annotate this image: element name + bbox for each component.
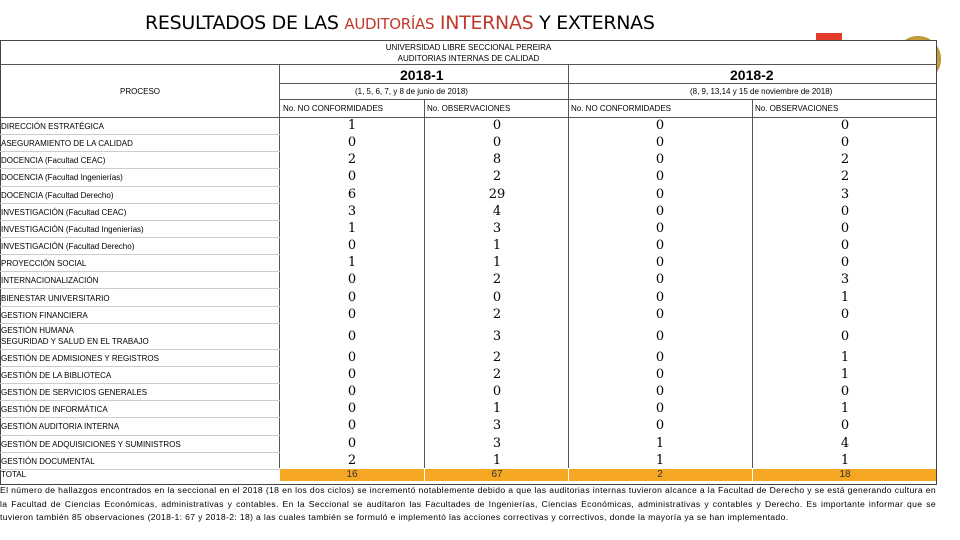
process-name xyxy=(1,139,133,148)
cell-value: 0 xyxy=(655,152,665,168)
process-name xyxy=(1,422,119,431)
period-2018-2-dates: (8, 9, 13,14 y 15 de noviembre de 2018) xyxy=(690,87,833,96)
table-row xyxy=(0,401,937,418)
cell-value: 0 xyxy=(347,135,357,151)
cell-value: 0 xyxy=(347,328,357,344)
process-name-line: ASEGURAMIENTO DE LA CALIDAD xyxy=(1,139,133,149)
process-name-line: GESTIÓN DOCUMENTAL xyxy=(1,456,95,466)
process-name-line: GESTIÓN DE INFORMÁTICA xyxy=(1,405,108,415)
cell-value: 0 xyxy=(840,306,850,322)
process-name-line: INVESTIGACIÓN (Facultad CEAC) xyxy=(1,207,127,217)
process-name-line: DIRECCIÓN ESTRATÉGICA xyxy=(1,122,104,131)
cell-value: 4 xyxy=(840,435,850,451)
cell-value: 1 xyxy=(655,435,665,451)
cell-value: 0 xyxy=(655,306,665,322)
table-row xyxy=(0,238,937,255)
cell-value: 1 xyxy=(492,238,502,254)
cell-value: 2 xyxy=(347,152,357,168)
cell-value: 0 xyxy=(655,135,665,151)
cell-value: 3 xyxy=(492,435,502,451)
col-nc-2018-1: No. NO CONFORMIDADES xyxy=(283,104,384,113)
cell-value: 0 xyxy=(840,238,850,254)
divider xyxy=(0,64,937,65)
proceso-header: PROCESO xyxy=(120,87,161,96)
cell-value: 2 xyxy=(492,366,502,382)
cell-value: 1 xyxy=(655,452,665,468)
title-red-small: AUDITORÍAS xyxy=(344,15,435,33)
table-row xyxy=(0,221,937,238)
cell-value: 0 xyxy=(655,328,665,344)
col-nc-2018-2: No. NO CONFORMIDADES xyxy=(571,104,672,113)
cell-value: 0 xyxy=(347,289,357,305)
cell-value: 1 xyxy=(840,289,850,305)
process-name xyxy=(1,371,111,380)
cell-value: 0 xyxy=(347,401,357,417)
cell-value: 4 xyxy=(492,203,502,219)
cell-value: 0 xyxy=(840,203,850,219)
process-name xyxy=(1,325,149,347)
process-name xyxy=(1,259,86,268)
cell-value: 0 xyxy=(347,306,357,322)
table-row xyxy=(0,290,937,307)
cell-value: 1 xyxy=(347,118,357,133)
total-value: 2 xyxy=(657,469,663,480)
process-name xyxy=(1,276,98,285)
cell-value: 8 xyxy=(492,152,502,168)
cell-value: 0 xyxy=(655,118,665,133)
cell-value: 3 xyxy=(492,418,502,434)
table-row xyxy=(0,118,937,135)
process-name xyxy=(1,208,126,217)
process-name xyxy=(1,440,181,449)
cell-value: 0 xyxy=(655,203,665,219)
cell-value: 1 xyxy=(492,255,502,271)
table-row xyxy=(0,169,937,186)
process-name-line: SEGURIDAD Y SALUD EN EL TRABAJO xyxy=(1,336,149,346)
table-row xyxy=(0,255,937,272)
cell-value: 1 xyxy=(492,452,502,468)
table-row xyxy=(0,152,937,169)
process-name xyxy=(1,242,134,251)
cell-value: 3 xyxy=(492,328,502,344)
table-row xyxy=(0,204,937,221)
footer-note: El número de hallazgos encontrados en la seccional en el 2018 (18 en los dos ciclos) se incrementó notablemente debido a que las auditorias internas tuvieron alcance a la Facultad de Derecho y se está generando cultura en la Facultad de Ciencias Económicas, administrativas y contables. En la Seccional se auditaron las Facultades de Ingenierías, Ciencias Económicas, administrativas y contables y Derecho. Es importante informar que se tuvieron también 85 observaciones (2018-1: 67 y 2018-2: 18) a las cuales también se formuló e implementó las acciones correctivas y correctivos, donde la mayoría ya se han implementado. xyxy=(0,485,936,523)
cell-value: 1 xyxy=(492,401,502,417)
table-row xyxy=(0,187,937,204)
cell-value: 0 xyxy=(347,418,357,434)
table-row xyxy=(0,350,937,367)
table-row xyxy=(0,272,937,289)
cell-value: 0 xyxy=(840,384,850,400)
cell-value: 0 xyxy=(840,220,850,236)
title-suffix: Y EXTERNAS xyxy=(533,12,655,34)
cell-value: 1 xyxy=(840,401,850,417)
table-row xyxy=(0,324,937,350)
cell-value: 2 xyxy=(840,169,850,185)
cell-value: 6 xyxy=(347,186,357,202)
process-name xyxy=(1,388,147,397)
process-name-line: INTERNACIONALIZACIÓN xyxy=(1,276,99,286)
cell-value: 0 xyxy=(655,349,665,365)
cell-value: 0 xyxy=(655,401,665,417)
process-name xyxy=(1,173,123,182)
cell-value: 1 xyxy=(840,452,850,468)
cell-value: 2 xyxy=(840,152,850,168)
cell-value: 2 xyxy=(492,169,502,185)
cell-value: 0 xyxy=(347,169,357,185)
divider xyxy=(279,99,937,100)
cell-value: 2 xyxy=(492,349,502,365)
cell-value: 29 xyxy=(488,186,506,202)
cell-value: 0 xyxy=(840,135,850,151)
title-prefix: RESULTADOS DE LAS xyxy=(145,12,345,34)
org-name: UNIVERSIDAD LIBRE SECCIONAL PEREIRA xyxy=(385,43,552,52)
table-row xyxy=(0,367,937,384)
table-row xyxy=(0,453,937,470)
cell-value: 0 xyxy=(655,238,665,254)
period-2018-1: 2018-1 xyxy=(400,67,444,83)
process-name-line: GESTIÓN DE ADQUISICIONES Y SUMINISTROS xyxy=(1,439,181,449)
process-name xyxy=(1,122,104,131)
table-row xyxy=(0,307,937,324)
process-name-line: DOCENCIA (Facultad Derecho) xyxy=(1,190,114,200)
cell-value: 0 xyxy=(347,349,357,365)
process-name-line: GESTIÓN AUDITORIA INTERNA xyxy=(1,422,120,432)
cell-value: 3 xyxy=(840,186,850,202)
total-value: 16 xyxy=(346,469,358,480)
cell-value: 0 xyxy=(655,384,665,400)
period-2018-2: 2018-2 xyxy=(730,67,774,83)
cell-value: 0 xyxy=(655,418,665,434)
cell-value: 2 xyxy=(492,306,502,322)
title-red: INTERNAS xyxy=(434,12,534,34)
cell-value: 0 xyxy=(492,384,502,400)
process-name xyxy=(1,294,110,303)
cell-value: 0 xyxy=(492,289,502,305)
cell-value: 0 xyxy=(840,118,850,133)
total-value: 67 xyxy=(491,469,503,480)
cell-value: 0 xyxy=(655,366,665,382)
cell-value: 3 xyxy=(840,272,850,288)
process-name xyxy=(1,225,144,234)
period-2018-1-dates: (1, 5, 6, 7, y 8 de junio de 2018) xyxy=(355,87,468,96)
cell-value: 0 xyxy=(347,366,357,382)
process-name xyxy=(1,457,95,466)
process-name-line: INVESTIGACIÓN (Facultad Derecho) xyxy=(1,242,135,252)
cell-value: 0 xyxy=(655,255,665,271)
total-label: TOTAL xyxy=(1,470,27,479)
process-name-line: GESTIÓN HUMANA xyxy=(1,325,74,335)
cell-value: 0 xyxy=(347,435,357,451)
process-name-line: BIENESTAR UNIVERSITARIO xyxy=(1,293,110,303)
process-name xyxy=(1,311,88,320)
table-row xyxy=(0,384,937,401)
cell-value: 1 xyxy=(347,220,357,236)
cell-value: 0 xyxy=(347,272,357,288)
cell-value: 0 xyxy=(492,118,502,133)
cell-value: 3 xyxy=(492,220,502,236)
cell-value: 0 xyxy=(655,220,665,236)
cell-value: 0 xyxy=(655,169,665,185)
cell-value: 3 xyxy=(347,203,357,219)
process-name-line: PROYECCIÓN SOCIAL xyxy=(1,259,87,269)
process-name-line: DOCENCIA (Facultad Ingenierías) xyxy=(1,173,123,183)
process-name-line: GESTIÓN DE SERVICIOS GENERALES xyxy=(1,388,148,398)
cell-value: 0 xyxy=(492,135,502,151)
cell-value: 0 xyxy=(655,272,665,288)
cell-value: 1 xyxy=(840,349,850,365)
process-name xyxy=(1,156,105,165)
table-subtitle: AUDITORIAS INTERNAS DE CALIDAD xyxy=(397,54,540,63)
cell-value: 2 xyxy=(492,272,502,288)
cell-value: 0 xyxy=(840,255,850,271)
total-row xyxy=(0,469,937,481)
process-name xyxy=(1,405,108,414)
process-name-line: INVESTIGACIÓN (Facultad Ingenierías) xyxy=(1,224,144,234)
process-name-line: DOCENCIA (Facultad CEAC) xyxy=(1,156,106,166)
process-name-line: GESTIÓN DE ADMISIONES Y REGISTROS xyxy=(1,353,159,363)
col-obs-2018-1: No. OBSERVACIONES xyxy=(427,104,511,113)
divider xyxy=(279,83,937,84)
table-row xyxy=(0,418,937,435)
table-row xyxy=(0,436,937,453)
col-obs-2018-2: No. OBSERVACIONES xyxy=(755,104,839,113)
process-name xyxy=(1,191,113,200)
cell-value: 1 xyxy=(840,366,850,382)
cell-value: 0 xyxy=(655,186,665,202)
process-name xyxy=(1,354,159,363)
cell-value: 0 xyxy=(347,384,357,400)
total-value: 18 xyxy=(839,469,851,480)
table-row xyxy=(0,135,937,152)
cell-value: 0 xyxy=(347,238,357,254)
process-name-line: GESTIÓN DE LA BIBLIOTECA xyxy=(1,370,112,380)
cell-value: 0 xyxy=(840,328,850,344)
process-name-line: GESTION FINANCIERA xyxy=(1,310,88,320)
cell-value: 1 xyxy=(347,255,357,271)
cell-value: 2 xyxy=(347,452,357,468)
cell-value: 0 xyxy=(655,289,665,305)
cell-value: 0 xyxy=(840,418,850,434)
page-title xyxy=(145,12,655,34)
